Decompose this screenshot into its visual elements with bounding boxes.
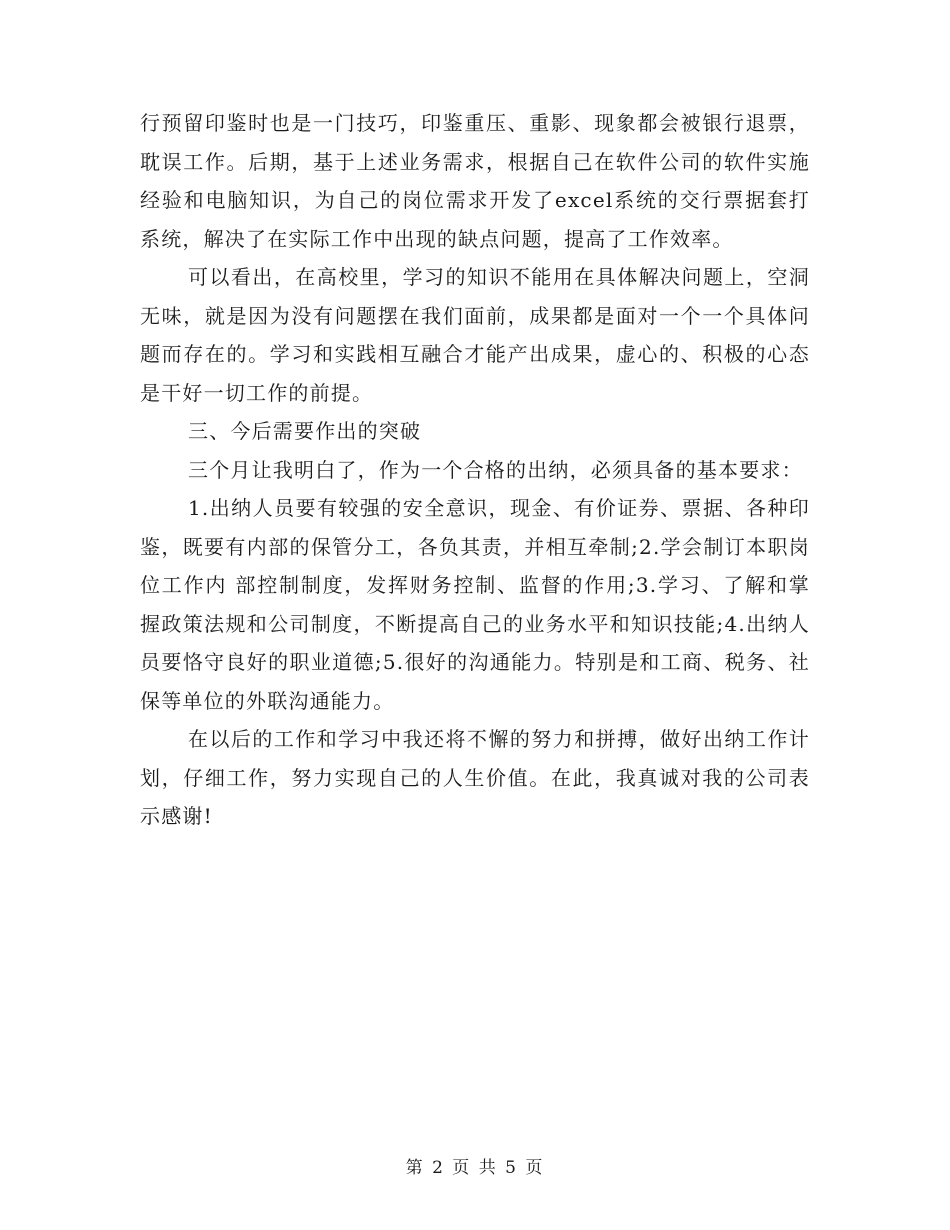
section-heading-breakthroughs: 三、今后需要作出的突破	[188, 419, 422, 443]
paragraph-learning-practice: 可以看出，在高校里，学习的知识不能用在具体解决问题上，空洞无味，就是因为没有问题摆在我们面前，成果都是面对一个一个具体问题而存在的。学习和实践相互融合才能产出成果，虚心的、积极的心态是干好一切工作的前提。	[140, 265, 810, 405]
document-body	[140, 104, 810, 836]
paragraph-requirements-list: 1.出纳人员要有较强的安全意识，现金、有价证券、票据、各种印鉴，既要有内部的保管分工，各负其责，并相互牵制;2.学会制订本职岗位工作内 部控制制度，发挥财务控制、监督的作用;3.学习、了解和掌握政策法规和公司制度，不断提高自己的业务水平和知识技能;4.出纳人员要恪守良好的职业道德;5.很好的沟通能力。特别是和工商、税务、社保等单位的外联沟通能力。	[140, 496, 810, 713]
page-number-footer: 第 2 页 共 5 页	[405, 1158, 545, 1178]
paragraph-closing-thanks: 在以后的工作和学习中我还将不懈的努力和拼搏，做好出纳工作计划，仔细工作，努力实现自己的人生价值。在此，我真诚对我的公司表示感谢!	[140, 727, 810, 828]
paragraph-requirements-intro: 三个月让我明白了，作为一个合格的出纳，必须具备的基本要求：	[188, 457, 803, 482]
paragraph-bank-seal-system: 行预留印鉴时也是一门技巧，印鉴重压、重影、现象都会被银行退票，耽误工作。后期，基于上述业务需求，根据自己在软件公司的软件实施经验和电脑知识，为自己的岗位需求开发了excel系统的交行票据套打系统，解决了在实际工作中出现的缺点问题，提高了工作效率。	[140, 111, 810, 251]
